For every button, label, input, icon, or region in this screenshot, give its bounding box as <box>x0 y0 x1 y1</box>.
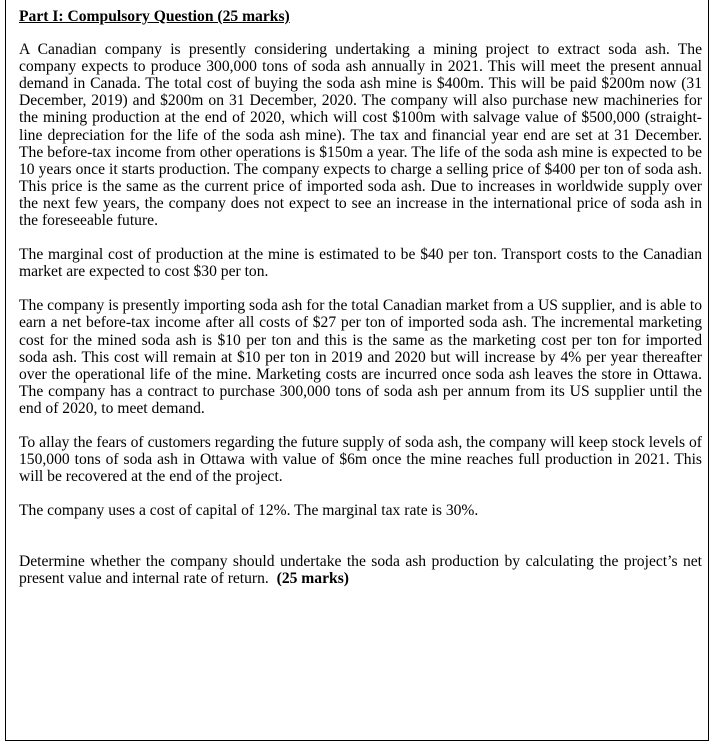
task-text: Determine whether the company should undertake the soda ash production by calculating the project’s net present value and internal rate of return. <box>19 553 702 588</box>
paragraph-project-overview: A Canadian company is presently considering undertaking a mining project to extract soda ash. The company expects to produce 300,000 tons of soda ash annually in 2021. This will meet the present annual demand in Canada. The total cost of buying the soda ash mine is $400m. This will be paid $200m now (31 December, 2019) and $200m on 31 December, 2020. The company will also purchase new machineries for the mining production at the end of 2020, which will cost $100m with salvage value of $500,000 (straight-line depreciation for the life of the soda ash mine). The tax and financial year end are set at 31 December. The before-tax income from other operations is $150m a year. The life of the soda ash mine is expected to be 10 years once it starts production. The company expects to charge a selling price of $400 per ton of soda ash. This price is the same as the current price of imported soda ash. Due to increases in worldwide supply over the next few years, the company does not expect to see an increase in the international price of soda ash in the foreseeable future. <box>19 41 702 230</box>
paragraph-stock-levels: To allay the fears of customers regarding the future supply of soda ash, the company will keep stock levels of 150,000 tons of soda ash in Ottawa with value of $6m once the mine reaches full production in 2021. This will be recovered at the end of the project. <box>19 433 702 486</box>
paragraph-production-costs: The marginal cost of production at the mine is estimated to be $40 per ton. Transport costs to the Canadian market are expected to cost $30 per ton. <box>19 246 702 281</box>
paragraph-import-marketing: The company is presently importing soda ash for the total Canadian market from a US supplier, and is able to earn a net before-tax income after all costs of $27 per ton of imported soda ash. The incremental marketing cost for the mined soda ash is $10 per ton and this is the same as the marketing cost per ton for imported soda ash. This cost will remain at $10 per ton in 2019 and 2020 but will increase by 4% per year thereafter over the operational life of the mine. Marketing costs are incurred once soda ash leaves the store in Ottawa. The company has a contract to purchase 300,000 tons of soda ash per annum from its US supplier until the end of 2020, to meet demand. <box>19 297 702 417</box>
paragraph-task <box>19 553 702 587</box>
section-heading: Part I: Compulsory Question (25 marks) <box>19 8 290 25</box>
question-document <box>19 8 702 588</box>
task-marks: (25 marks) <box>276 570 349 588</box>
paragraph-cost-of-capital: The company uses a cost of capital of 12%. The marginal tax rate is 30%. <box>19 502 479 520</box>
